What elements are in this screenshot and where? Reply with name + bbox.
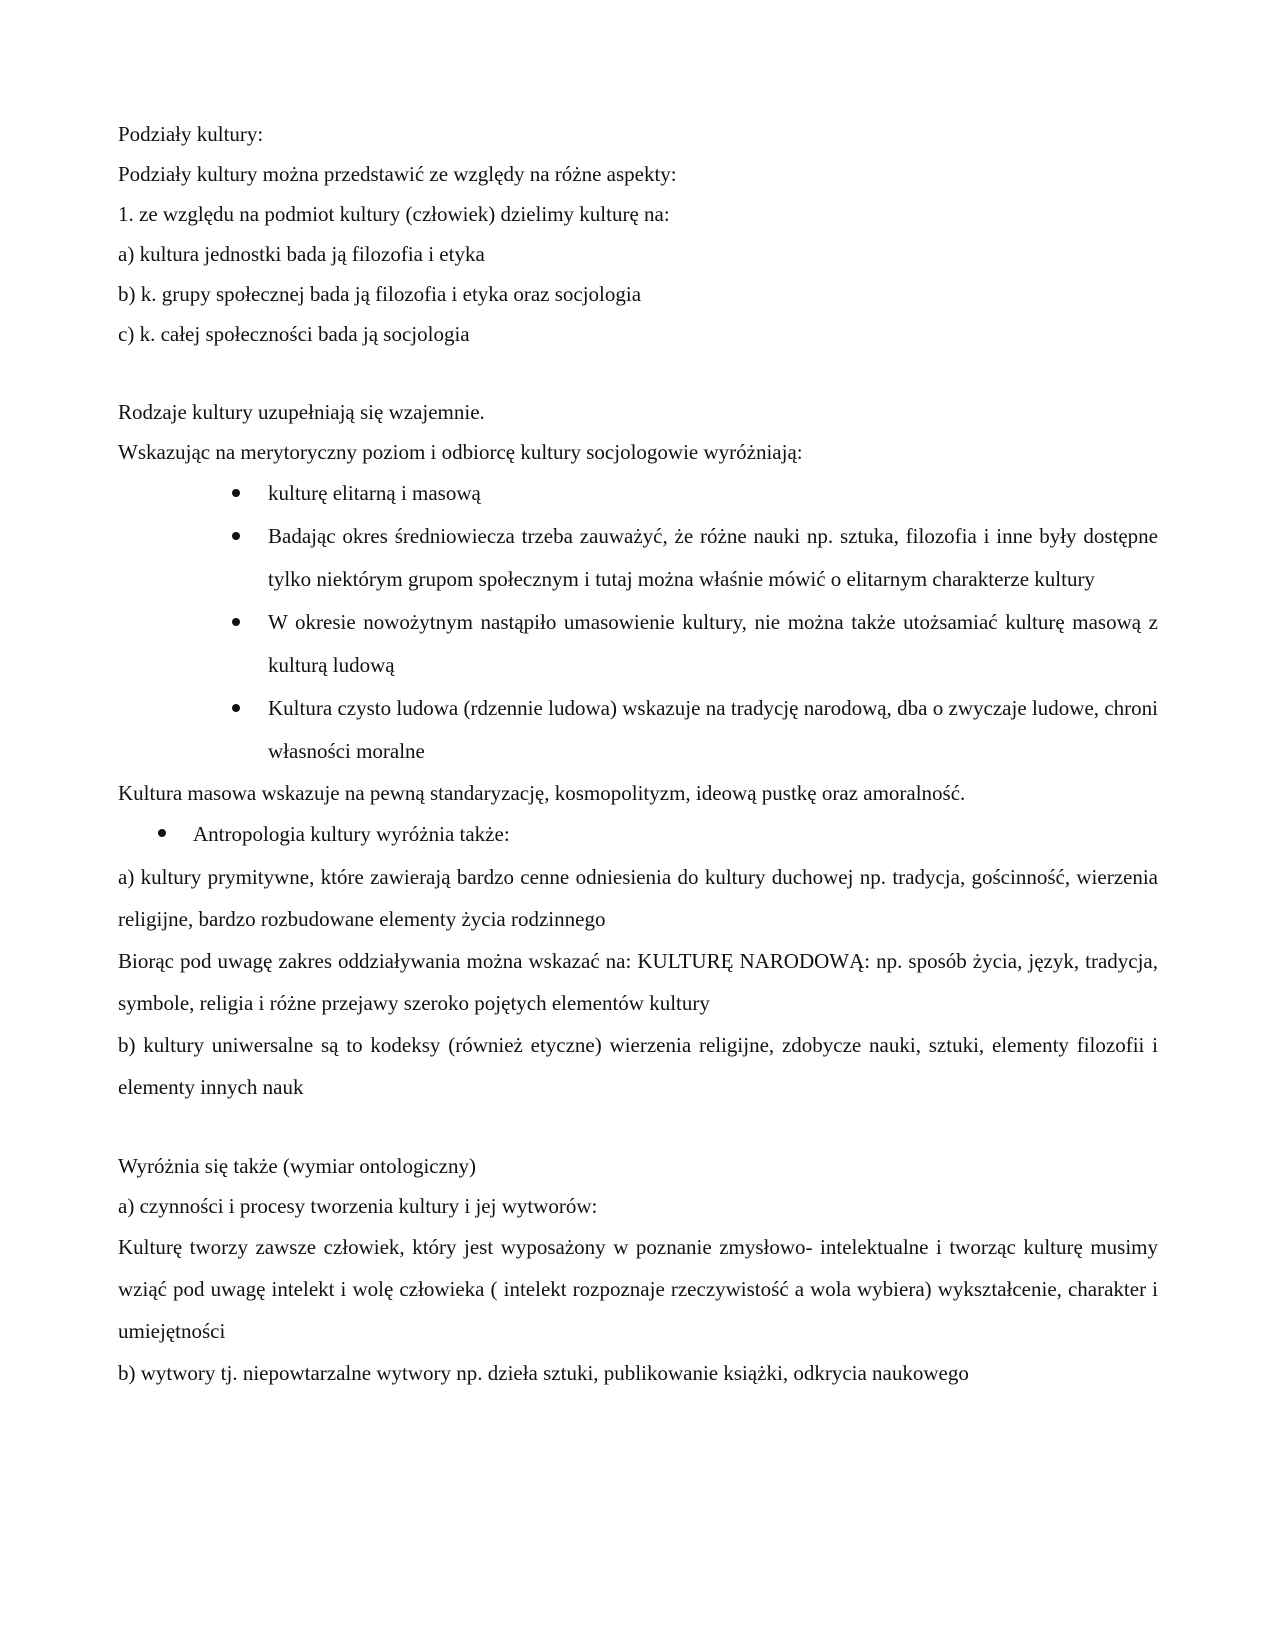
complement-line: Rodzaje kultury uzupełniają się wzajemnie. [118,400,485,424]
point-1-item-c: c) k. całej społeczności bada ją socjologia [118,322,470,346]
bullet-icon [158,829,166,837]
bullet-text: Kultura czysto ludowa (rdzennie ludowa) wskazuje na tradycję narodową, dba o zwyczaje ludowe, chroni własności moralne [268,696,1158,763]
human-creator-paragraph: Kulturę tworzy zawsze człowiek, który jest wyposażony w poznanie zmysłowo- intelektualne i tworząc kulturę musimy wziąć pod uwagę intelekt i wolę człowieka ( intelekt rozpoznaje rzeczywistość a wola wybiera) wykształcenie, charakter i umiejętności [118,1235,1158,1343]
primitive-cultures-paragraph: a) kultury prymitywne, które zawierają bardzo cenne odniesienia do kultury duchowej np. tradycja, gościnność, wierzenia religijne, bardzo rozbudowane elementy życia rodzinnego [118,865,1158,931]
anthropology-bullet-list [118,813,1158,856]
paragraph-gap [118,1108,1158,1146]
bullet-item [118,515,1158,601]
paragraph-gap [118,354,1158,392]
products-paragraph: b) wytwory tj. niepowtarzalne wytwory np. dzieła sztuki, publikowanie książki, odkrycia naukowego [118,1361,969,1385]
ontological-line: Wyróżnia się także (wymiar ontologiczny) [118,1154,476,1178]
bullet-text: W okresie nowożytnym nastąpiło umasowienie kultury, nie można także utożsamiać kulturę masową z kulturą ludową [268,610,1158,677]
activities-line: a) czynności i procesy tworzenia kultury i jej wytworów: [118,1194,598,1218]
intro-line: Podziały kultury można przedstawić ze względy na różne aspekty: [118,162,677,186]
point-1-item-b: b) k. grupy społecznej bada ją filozofia i etyka oraz socjologia [118,282,642,306]
bullet-item [118,813,1158,856]
bullet-item [118,601,1158,687]
bullet-item [118,687,1158,773]
point-1-item-a: a) kultura jednostki bada ją filozofia i etyka [118,242,485,266]
bullet-item [118,472,1158,515]
section-heading: Podziały kultury: [118,122,264,146]
national-culture-paragraph: Biorąc pod uwagę zakres oddziaływania można wskazać na: KULTURĘ NARODOWĄ: np. sposób życia, język, tradycja, symbole, religia i różne przejawy szeroko pojętych elementów kultury [118,949,1158,1015]
bullet-text: kulturę elitarną i masową [268,481,481,505]
mass-culture-line: Kultura masowa wskazuje na pewną standaryzację, kosmopolityzm, ideową pustkę oraz amoralność. [118,781,966,805]
bullet-text: Antropologia kultury wyróżnia także: [193,822,510,846]
bullet-text: Badając okres średniowiecza trzeba zauważyć, że różne nauki np. sztuka, filozofia i inne były dostępne tylko niektórym grupom społecznym i tutaj można właśnie mówić o elitarnym charakterze kultury [268,524,1158,591]
bullet-icon [232,704,240,712]
bullet-icon [232,532,240,540]
universal-cultures-paragraph: b) kultury uniwersalne są to kodeksy (również etyczne) wierzenia religijne, zdobycze nauki, sztuki, elementy filozofii i elementy innych nauk [118,1033,1158,1099]
document-body [118,114,1158,1394]
bullet-icon [232,618,240,626]
culture-bullet-list [118,472,1158,773]
sociologists-line: Wskazując na merytoryczny poziom i odbiorcę kultury socjologowie wyróżniają: [118,440,803,464]
bullet-icon [232,489,240,497]
point-1: 1. ze względu na podmiot kultury (człowiek) dzielimy kulturę na: [118,202,670,226]
